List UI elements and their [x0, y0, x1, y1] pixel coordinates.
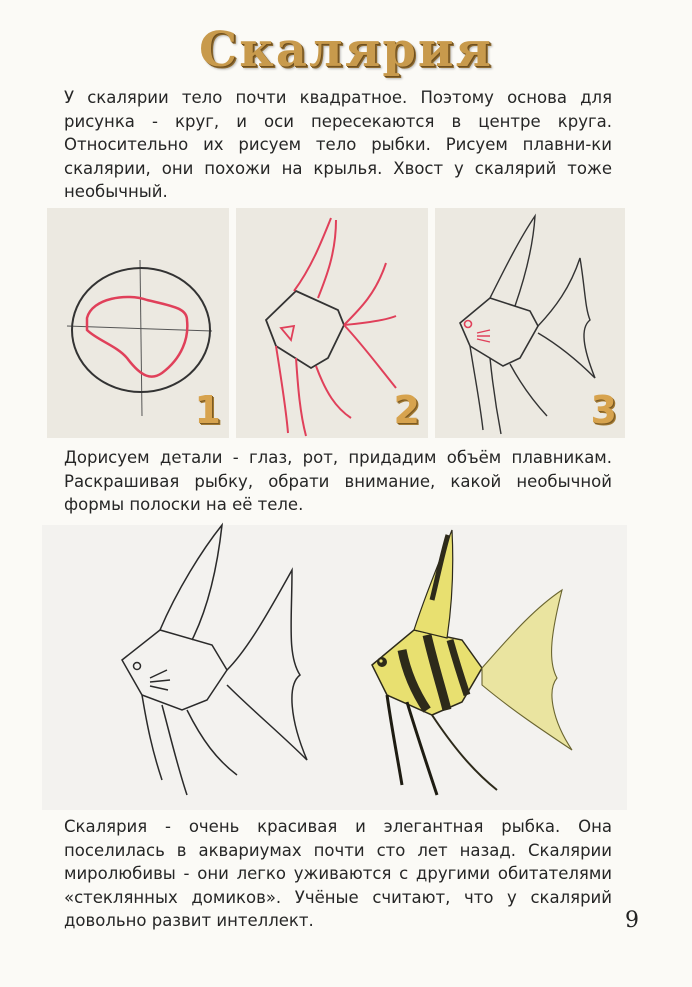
step-1-number: 1 — [194, 388, 221, 432]
colored-fish — [372, 530, 572, 795]
step-2-panel — [236, 208, 428, 438]
intro-paragraph: У скалярии тело почти квадратное. Поэтому основа для рисунка - круг, и оси пересекаются в центре круга. Относительно их рисуем тело рыбки. Рисуем плавни-ки скалярии, они похожи на крылья. Хвост у скалярий тоже необычный. — [64, 88, 612, 202]
step-3-number: 3 — [590, 388, 617, 432]
outline-fish — [122, 525, 307, 795]
step-1-panel — [47, 208, 229, 438]
page-title: Скалярия — [199, 22, 493, 78]
outro-paragraph: Скалярия - очень красивая и элегантная рыбка. Она поселилась в аквариумах почти сто лет назад. Скалярии миролюбивы - они легко уживаются с другими обитателями «стеклянных домиков». Учёные считают, что у скалярий довольно развит интеллект. — [64, 817, 612, 931]
details-paragraph: Дорисуем детали - глаз, рот, придадим объём плавникам. Раскрашивая рыбку, обрати внимание, какой необычной формы полоски на её теле. — [64, 448, 612, 515]
final-illustrations — [42, 510, 627, 810]
page-number: 9 — [625, 908, 639, 933]
step-3-panel — [435, 208, 625, 438]
step-2-number: 2 — [393, 388, 420, 432]
